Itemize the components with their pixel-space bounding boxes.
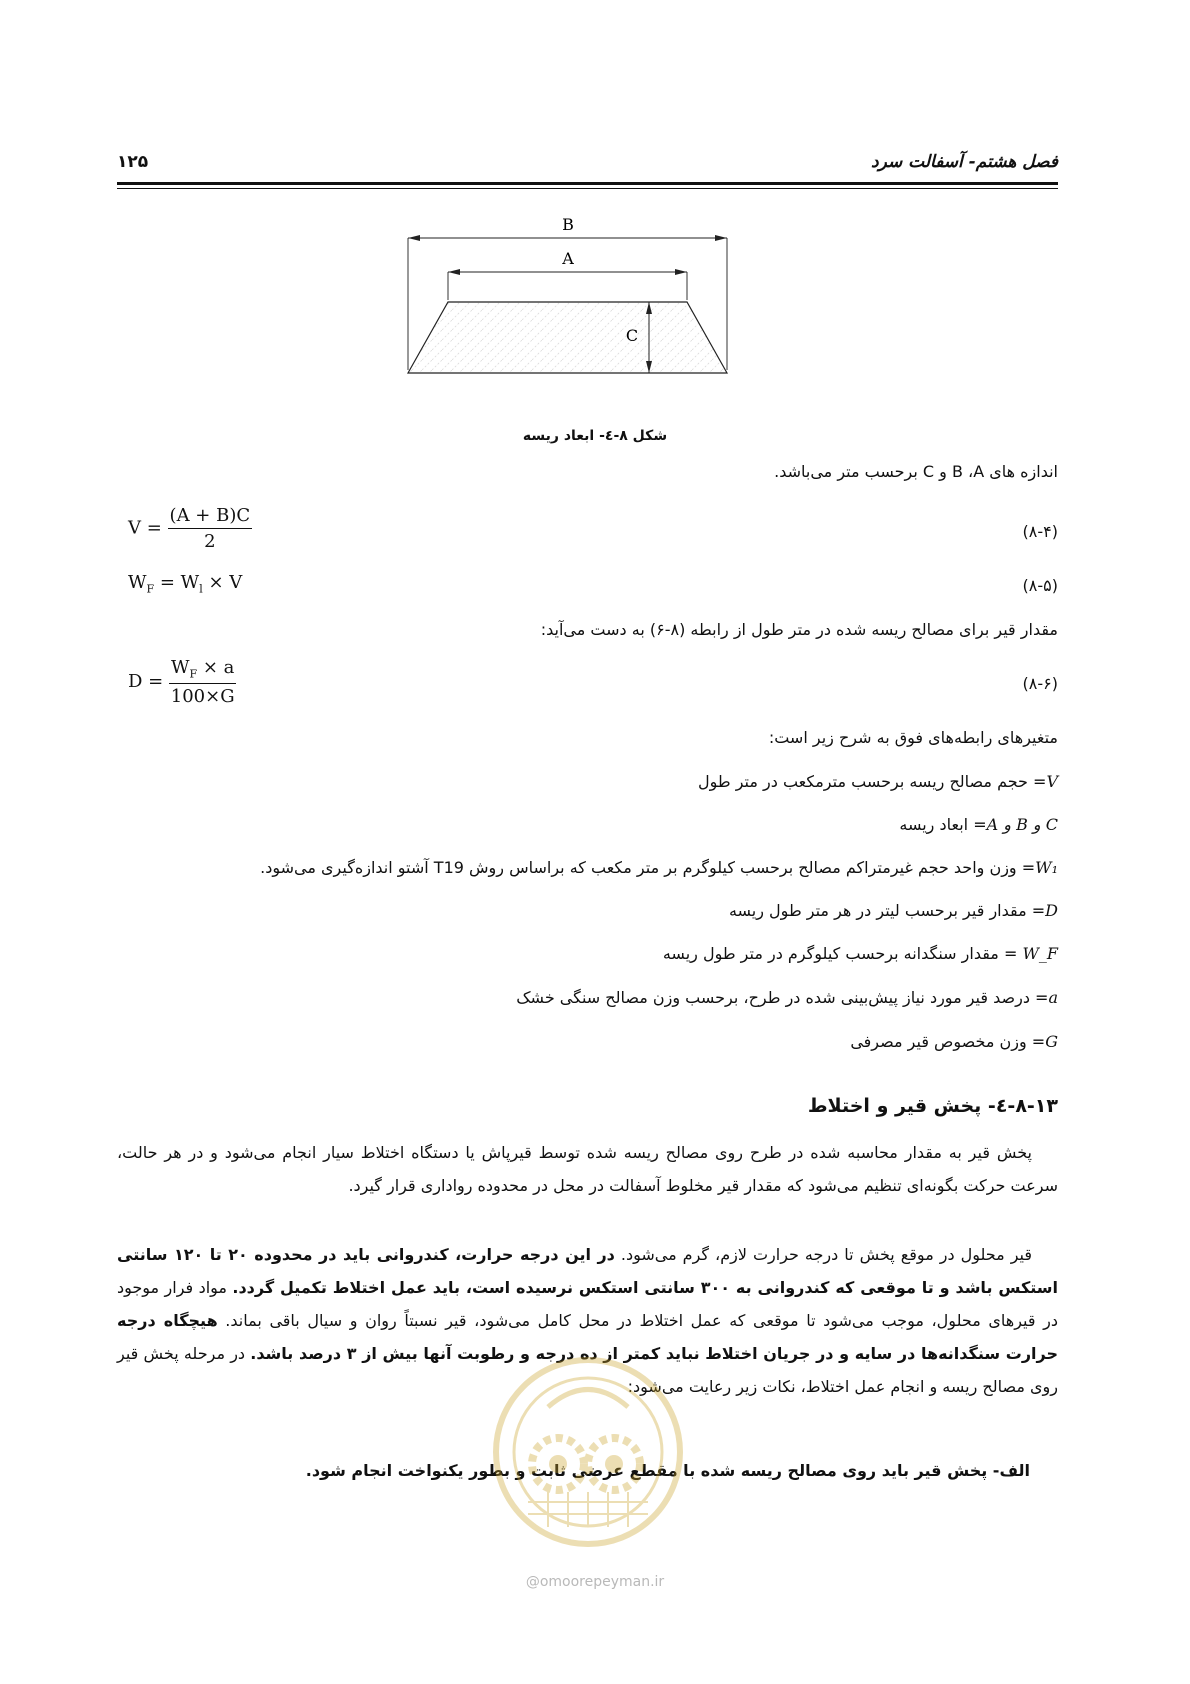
eq6-lhs: D = [128,670,164,692]
eq5-w: W [128,572,147,593]
var-symbol: W₁ [1035,858,1058,877]
var-symbol: W_F [1022,944,1058,963]
eq6-intro: مقدار قیر برای مصالح ریسه شده در متر طول از رابطه (۸-۶) به دست می‌آید: [540,620,1058,639]
equation-6-number: (۸-۶) [1022,674,1058,693]
variable-a [516,988,1058,1007]
var-text: = ابعاد ریسه [899,815,987,834]
equation-4 [128,505,252,552]
section-title: ۸-۱۳-٤- پخش قیر و اختلاط [807,1095,1058,1117]
eq5-rest: × V [202,572,243,593]
var-symbol: D [1045,901,1058,920]
equation-6 [128,657,236,707]
eq6-numerator [169,657,236,684]
var-text: = مقدار سنگدانه برحسب کیلوگرم در متر طول ریسه [662,944,1023,963]
p2-part-b: در این درجه حرارت، کندروانی باید در محدوده ۲۰ تا ۱۲۰ سانتی استکس باشد و تا موقعی که کندروانی به ۳۰۰ سانتی استکس نرسیده است، باید عمل اختلاط تکمیل گردد. [117,1245,1059,1297]
eq4-fraction [168,505,253,552]
eq4-numerator: (A + B)C [168,505,253,529]
windrow-shape [408,302,727,373]
eq4-denominator: 2 [204,531,216,552]
eq5-sub-1: l [199,582,203,596]
variable-v [698,772,1058,791]
eq6-fraction [169,657,236,707]
at-icon: @ [525,1574,540,1590]
windrow-diagram [392,210,772,415]
p2-part-d: هیچگاه درجه حرارت سنگدانه‌ها در سایه و در جریان اختلاط نباید کمتر از ده درجه و رطوبت آنها بیش از ۳ درصد باشد. [117,1311,1059,1363]
variables-intro: متغیرهای رابطه‌های فوق به شرح زیر است: [768,728,1058,747]
eq6-num-sub: F [189,667,198,681]
var-text: = حجم مصالح ریسه برحسب مترمکعب در متر طول [698,772,1047,791]
label-c: C [625,326,639,345]
eq4-lhs: V = [128,517,162,539]
page-header [117,152,1058,178]
var-symbol: C و B و A [986,815,1058,834]
equation-5-number: (۸-۵) [1022,576,1058,595]
header-rule-thin [117,188,1058,189]
footer-website [0,1574,1190,1590]
eq6-denominator: 100×G [170,685,235,707]
var-text: = وزن مخصوص قیر مصرفی [850,1032,1046,1051]
var-text: = درصد قیر مورد نیاز پیش‌بینی شده در طرح، برحسب وزن مصالح سنگی خشک [516,988,1049,1007]
variable-w1 [260,858,1058,877]
eq5-eq: = W [154,572,200,593]
paragraph-1: پخش قیر به مقدار محاسبه شده در طرح روی مصالح ریسه شده توسط قیرپاش یا دستگاه اختلاط سیار انجام می‌شود و در هر حالت، سرعت حرکت بگونه‌ای تنظیم می‌شود که مقدار قیر مخلوط آسفالت در محل در محدوده رواداری قرار گیرد. [117,1143,1058,1195]
eq5-sub-f: F [146,582,155,596]
dimensions-note: اندازه های B ،A و C برحسب متر می‌باشد. [774,462,1058,481]
variable-d [729,901,1058,920]
variable-wf [663,944,1058,963]
website-text: omoorepeyman.ir [539,1574,665,1590]
variable-abc [899,815,1058,834]
var-text: = مقدار قیر برحسب لیتر در هر متر طول ریسه [728,901,1046,920]
watermark-seal [488,1352,688,1552]
variable-g [850,1032,1058,1051]
paragraph-3: الف- پخش قیر باید روی مصالح ریسه شده با مقطع عرضی ثابت و بطور یکنواخت انجام شود. [305,1461,1030,1480]
equation-4-number: (۸-۴) [1022,522,1058,541]
p2-part-e: در مرحله پخش قیر روی مصالح ریسه و انجام عمل اختلاط، نکات زیر رعایت می‌شود: [117,1344,1058,1396]
p2-part-a: قیر محلول در موقع پخش تا درجه حرارت لازم، گرم می‌شود. [614,1245,1033,1264]
var-text: = وزن واحد حجم غیرمتراکم مصالح برحسب کیلوگرم بر متر مکعب که براساس روش T19 آشتو اندازه‌گیری می‌شود. [260,858,1036,877]
equation-5 [128,572,242,596]
p2-part-c: مواد فرار موجود در قیرهای محلول، موجب می‌شود تا موقعی که عمل اختلاط در محل کامل می‌شود، قیر نسبتاً روان و سیال باقی بماند. [117,1278,1059,1330]
eq6-num-rest: × a [197,657,235,678]
var-symbol: V [1046,772,1058,791]
page-number: ۱۲۵ [117,152,149,172]
eq6-num-w: W [170,657,190,678]
chapter-title: فصل هشتم- آسفالت سرد [871,152,1058,172]
var-symbol: a [1048,988,1058,1007]
label-a: A [562,249,574,268]
var-symbol: G [1045,1032,1058,1051]
label-b: B [562,215,574,234]
figure-caption: شکل ۸-٤- ابعاد ریسه [522,428,668,444]
header-rule-thick [117,182,1058,185]
